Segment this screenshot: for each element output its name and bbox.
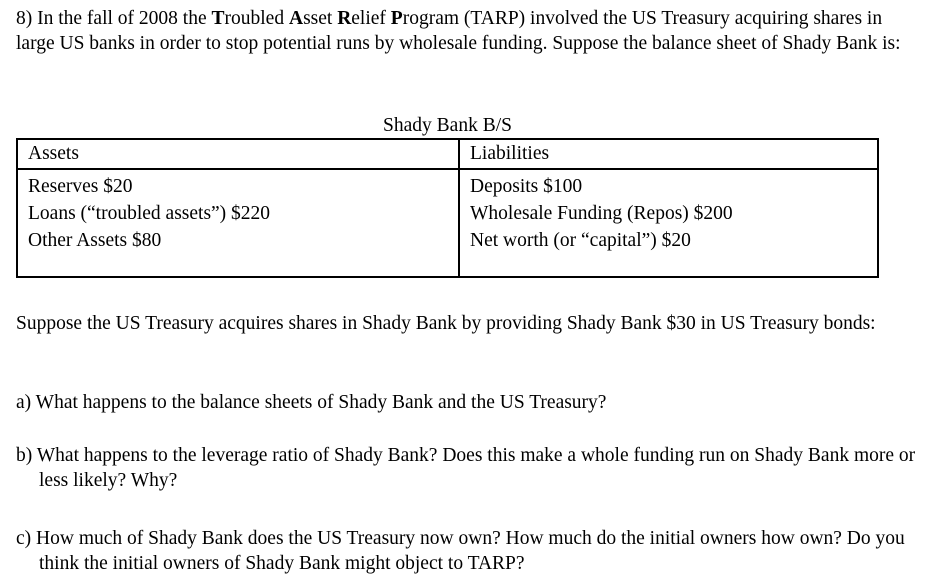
scenario-text: Suppose the US Treasury acquires shares in Shady Bank by providing Shady Bank $30 in US Treasury bonds: xyxy=(16,313,876,334)
intro-text: elief xyxy=(351,8,391,29)
question-intro xyxy=(16,6,916,56)
acronym-letter: P xyxy=(390,8,403,29)
liability-net-worth: Net worth (or “capital”) $20 xyxy=(470,230,691,251)
acronym-letter: T xyxy=(211,8,225,29)
balance-sheet-table xyxy=(16,138,879,278)
question-b: b) What happens to the leverage ratio of Shady Bank? Does this make a whole funding run on Shady Bank more or less likely? Why? xyxy=(16,445,916,491)
balance-sheet-body-row xyxy=(17,169,878,277)
liability-deposits: Deposits $100 xyxy=(470,176,583,197)
balance-sheet-header-row xyxy=(17,139,878,169)
asset-loans: Loans (“troubled assets”) $220 xyxy=(28,203,271,224)
balance-sheet-title: Shady Bank B/S xyxy=(383,115,512,136)
liability-wholesale-funding: Wholesale Funding (Repos) $200 xyxy=(470,203,733,224)
intro-text: rogram (TARP) involved the US Treasury acquiring shares in large US banks in order to stop potential runs by wholesale funding. Suppose the balance sheet of Shady Bank is: xyxy=(16,8,901,54)
acronym-letter: A xyxy=(288,8,304,29)
asset-other: Other Assets $80 xyxy=(28,230,162,251)
question-a: a) What happens to the balance sheets of Shady Bank and the US Treasury? xyxy=(16,392,607,413)
question-c: c) How much of Shady Bank does the US Treasury now own? How much do the initial owners how own? Do you think the initial owners of Shady Bank might object to TARP? xyxy=(16,528,905,574)
asset-reserves: Reserves $20 xyxy=(28,176,133,197)
liabilities-cell xyxy=(459,169,878,277)
intro-text: roubled xyxy=(224,8,289,29)
liabilities-header: Liabilities xyxy=(459,139,878,169)
assets-cell xyxy=(17,169,459,277)
assets-header: Assets xyxy=(17,139,459,169)
acronym-letter: R xyxy=(337,8,352,29)
intro-text: sset xyxy=(303,8,338,29)
intro-text: 8) In the fall of 2008 the xyxy=(16,8,212,29)
